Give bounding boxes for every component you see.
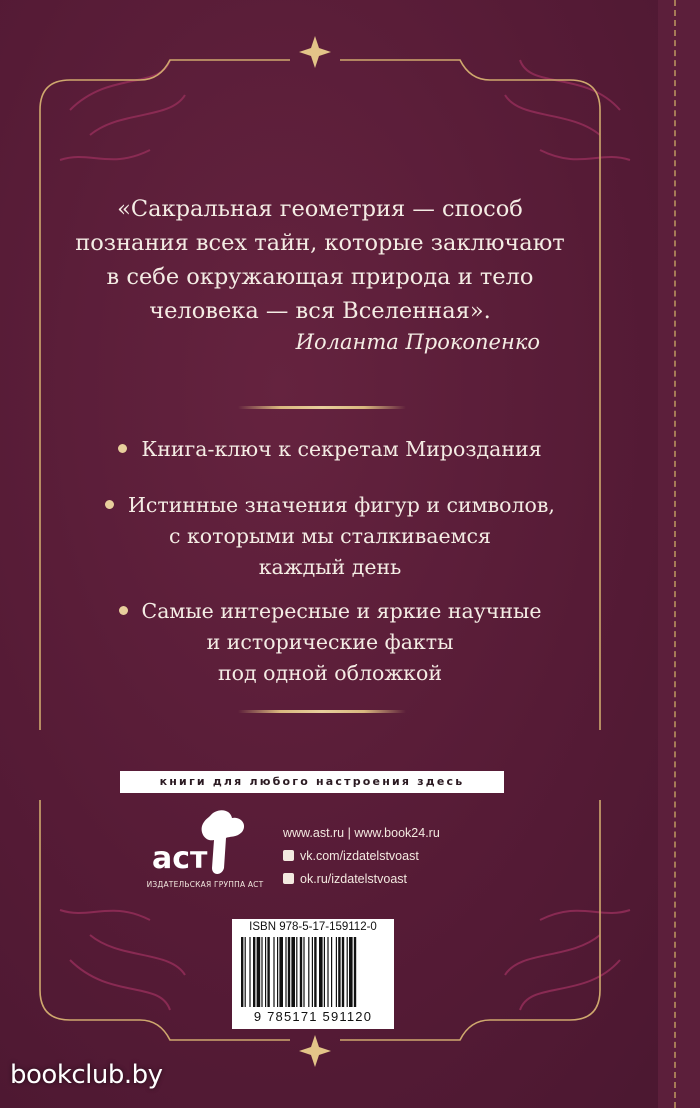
barcode-bar (327, 937, 328, 1007)
bullet-text: Истинные значения фигур и символов, (128, 493, 555, 517)
barcode-bar (338, 937, 340, 1007)
vk-link-text: vk.com/izdatelstvoast (300, 849, 419, 863)
vk-link[interactable] (283, 845, 440, 868)
barcode-bar (249, 937, 250, 1007)
barcode-bar (303, 937, 304, 1007)
quote-line: «Сакральная геометрия — способ (117, 196, 523, 222)
barcode-bar (288, 937, 290, 1007)
ok-icon (283, 873, 294, 884)
barcode-bar (245, 937, 246, 1007)
barcode-bar (324, 937, 325, 1007)
barcode-bar (342, 937, 344, 1007)
barcode-bar (300, 937, 302, 1007)
bullet-dot-icon (118, 444, 127, 453)
ok-link-text: ok.ru/izdatelstvoast (300, 872, 407, 886)
barcode-bar (265, 937, 266, 1007)
barcode-digits: 9 785171 591120 (253, 1009, 373, 1024)
barcode-bar (319, 937, 323, 1007)
barcode-bar (314, 937, 316, 1007)
website-link[interactable]: www.ast.ru | www.book24.ru (283, 826, 440, 840)
logo-text: аст (152, 841, 208, 876)
bullet-item (80, 490, 580, 583)
gold-divider (238, 406, 406, 409)
tagline-banner: книги для любого настроения здесь (120, 771, 504, 793)
quote-author: Иоланта Прокопенко (295, 330, 540, 354)
barcode-bar (291, 937, 295, 1007)
barcode-bar (312, 937, 313, 1007)
bullet-item (80, 434, 580, 465)
barcode-bar (331, 937, 332, 1007)
barcode-bar (257, 937, 261, 1007)
bullet-text: каждый день (258, 555, 402, 579)
barcode-bar (279, 937, 283, 1007)
sparkle-bottom-icon (299, 1035, 331, 1067)
publisher-links (283, 822, 440, 891)
barcode (232, 919, 394, 1029)
bullet-dot-icon (105, 500, 114, 509)
barcode-bar (273, 937, 274, 1007)
barcode-bar (347, 937, 348, 1007)
vk-icon (283, 850, 294, 861)
barcode-bar (308, 937, 309, 1007)
quote-line: в себе окружающая природа и тело (106, 264, 534, 290)
quote-line: человека — вся Вселенная». (149, 298, 491, 324)
barcode-bars (239, 937, 387, 1009)
bullet-text: Самые интересные и яркие научные (141, 599, 542, 623)
barcode-bar (354, 937, 356, 1007)
bullet-dot-icon (119, 606, 128, 615)
barcode-bar (296, 937, 297, 1007)
quote-line: познания всех тайн, которые заключают (75, 230, 565, 256)
quote (60, 192, 580, 328)
sparkle-top-icon (299, 36, 331, 68)
bullet-text: и исторические факты (206, 630, 454, 654)
bullet-text: Книга-ключ к секретам Мироздания (141, 437, 542, 461)
barcode-bar (349, 937, 353, 1007)
barcode-bar (261, 937, 262, 1007)
bullet-text: с которыми мы сталкиваемся (169, 524, 491, 548)
publisher-caption: ИЗДАТЕЛЬСКАЯ ГРУППА АСТ (146, 880, 264, 889)
barcode-bar (253, 937, 255, 1007)
ok-link[interactable] (283, 868, 440, 891)
isbn-text: ISBN 978-5-17-159112-0 (249, 921, 377, 933)
barcode-bar (267, 937, 269, 1007)
bullet-text: под одной обложкой (217, 661, 443, 685)
bullet-item (80, 596, 580, 689)
barcode-bar (241, 937, 243, 1007)
watermark: bookclub.by (10, 1060, 163, 1090)
barcode-bar (285, 937, 286, 1007)
gold-divider (238, 710, 406, 713)
barcode-bar (336, 937, 337, 1007)
barcode-bar (277, 937, 278, 1007)
